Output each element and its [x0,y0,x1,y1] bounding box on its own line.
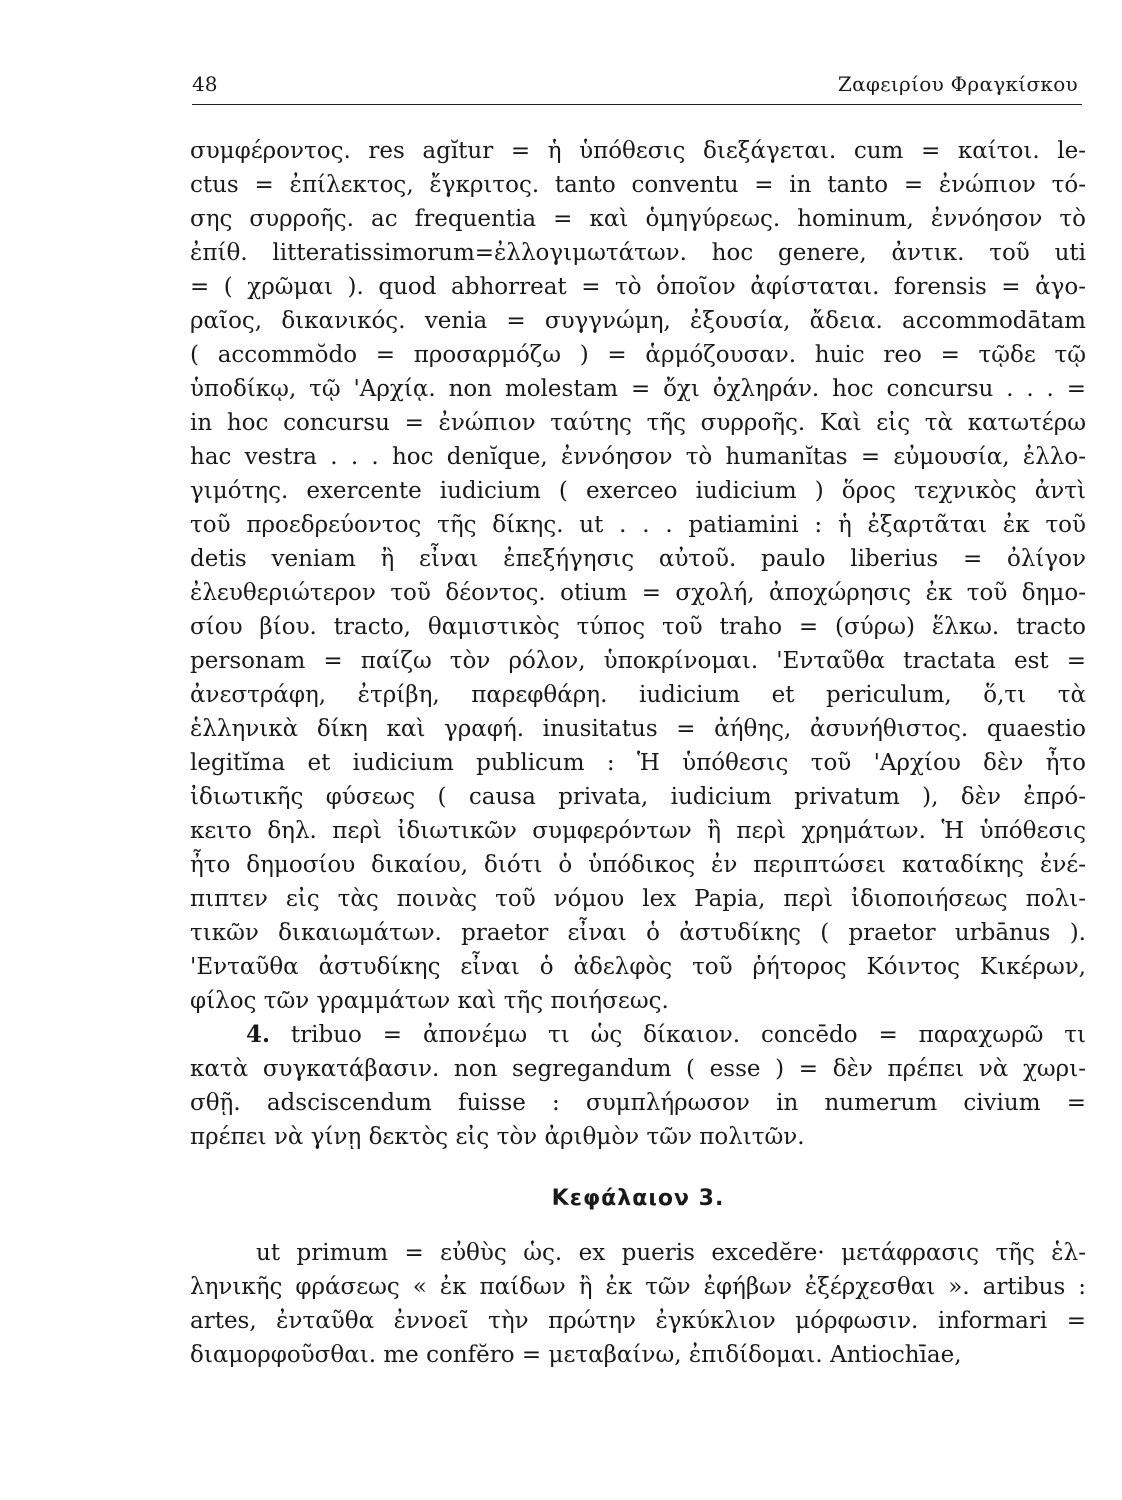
page-body [190,134,1086,1372]
text-line: ἰδιωτικῆς φύσεως ( causa privata, iudicium privatum ), δὲν ἐπρό- [190,784,1086,810]
text-line: artes, ἐνταῦθα ἐννοεῖ τὴν πρώτην ἐγκύκλιον μόρφωσιν. informari = [190,1308,1086,1334]
line-text: tribuo = ἀπονέμω τι ὡς δίκαιον. concēdo = παραχωρῶ τι [290,1022,1086,1048]
text-line: ὑποδίκῳ, τῷ 'Αρχίᾳ. non molestam = ὄχι ὀχληράν. hoc concursu . . . = [190,376,1086,402]
text-line: τικῶν δικαιωμάτων. praetor εἶναι ὁ ἀστυδίκης ( praetor urbānus ). [190,920,1086,946]
text-line: κατὰ συγκατάβασιν. non segregandum ( esse ) = δὲν πρέπει νὰ χωρι- [190,1056,1086,1082]
text-line: φίλος τῶν γραμμάτων καὶ τῆς ποιήσεως. [190,988,669,1014]
text-line: hac vestra . . . hoc denĭque, ἐννόησον τὸ humanĭtas = εὐμουσία, ἐλλο- [190,444,1086,470]
text-line: σίου βίου. tracto, θαμιστικὸς τύπος τοῦ traho = (σύρω) ἕλκω. tracto [190,614,1086,640]
text-line: personam = παίζω τὸν ρόλον, ὑποκρίνομαι. 'Ενταῦθα tractata est = [190,648,1086,674]
text-line: ctus = ἐπίλεκτος, ἔγκριτος. tanto conventu = in tanto = ἐνώπιον τό- [190,172,1086,198]
page-header [192,70,1082,105]
text-line: τοῦ προεδρεύοντος τῆς δίκης. ut . . . patiamini : ἡ ἐξαρτᾶται ἐκ τοῦ [190,512,1086,538]
text-line: detis veniam ἢ εἶναι ἐπεξήγησις αὐτοῦ. paulo liberius = ὀλίγον [190,546,1086,572]
paragraph-commentary-1 [190,134,1086,1018]
text-line: ut primum = εὐθὺς ὡς. ex pueris excedĕre· μετάφρασις τῆς ἑλ- [256,1240,1086,1266]
text-line: πρέπει νὰ γίνῃ δεκτὸς εἰς τὸν ἀριθμὸν τῶν πολιτῶν. [190,1124,805,1150]
text-line: ἐπίθ. litteratissimorum=ἐλλογιμωτάτων. hoc genere, ἀντικ. τοῦ uti [190,240,1086,266]
text-line: διαμορφοῦσθαι. me confĕro = μεταβαίνω, ἐπιδίδομαι. Antiochīae, [190,1342,962,1368]
section-number: 4. [246,1021,271,1048]
text-line: legitĭma et iudicium publicum : Ἡ ὑπόθεσις τοῦ 'Αρχίου δὲν ἦτο [190,750,1086,776]
paragraph-commentary-4 [190,1018,1086,1154]
text-line: ἦτο δημοσίου δικαίου, διότι ὁ ὑπόδικος ἐν περιπτώσει καταδίκης ἐνέ- [190,852,1086,878]
text-line: γιμότης. exercente iudicium ( exerceo iudicium ) ὅρος τεχνικὸς ἀντὶ [190,478,1086,504]
text-line: in hoc concursu = ἐνώπιον ταύτης τῆς συρροῆς. Καὶ εἰς τὰ κατωτέρω [190,410,1086,436]
text-line: ἐλευθεριώτερον τοῦ δέοντος. otium = σχολή, ἀποχώρησις ἐκ τοῦ δημο- [190,580,1086,606]
text-line: ραῖος, δικανικός. venia = συγγνώμη, ἐξουσία, ἄδεια. accommodātam [190,308,1086,334]
text-line [190,1018,1086,1052]
text-line: ἑλληνικὰ δίκη καὶ γραφή. inusitatus = ἀήθης, ἀσυνήθιστος. quaestio [190,716,1086,742]
text-line: σθῇ. adsciscendum fuisse : συμπλήρωσον in numerum civium = [190,1090,1086,1116]
text-line: σης συρροῆς. ac frequentia = καὶ ὁμηγύρεως. hominum, ἐννόησον τὸ [190,206,1086,232]
text-line: ληνικῆς φράσεως « ἐκ παίδων ἢ ἐκ τῶν ἐφήβων ἐξέρχεσθαι ». artibus : [190,1274,1086,1300]
page-number: 48 [192,72,218,96]
text-line: 'Ενταῦθα ἀστυδίκης εἶναι ὁ ἀδελφὸς τοῦ ῥήτορος Κόιντος Κικέρων, [190,954,1086,980]
running-title: Ζαφειρίου Φραγκίσκου [837,72,1078,96]
text-line: συμφέροντος. res agĭtur = ἡ ὑπόθεσις διεξάγεται. cum = καίτοι. le- [190,138,1086,164]
text-line: ἀνεστράφη, ἐτρίβη, παρεφθάρη. iudicium et periculum, ὅ,τι τὰ [190,682,1086,708]
paragraph-chapter-3 [190,1236,1086,1372]
text-line: ( accommŏdo = προσαρμόζω ) = ἁρμόζουσαν. huic reo = τῷδε τῷ [190,342,1087,368]
chapter-heading: Κεφάλαιον 3. [551,1186,725,1211]
text-line: κειτο δηλ. περὶ ἰδιωτικῶν συμφερόντων ἢ περὶ χρημάτων. Ἡ ὑπόθεσις [190,818,1086,844]
text-line: πιπτεν εἰς τὰς ποινὰς τοῦ νόμου lex Papia, περὶ ἰδιοποιήσεως πολι- [190,886,1086,912]
text-line: = ( χρῶμαι ). quod abhorreat = τὸ ὁποῖον ἀφίσταται. forensis = ἀγο- [190,274,1086,300]
